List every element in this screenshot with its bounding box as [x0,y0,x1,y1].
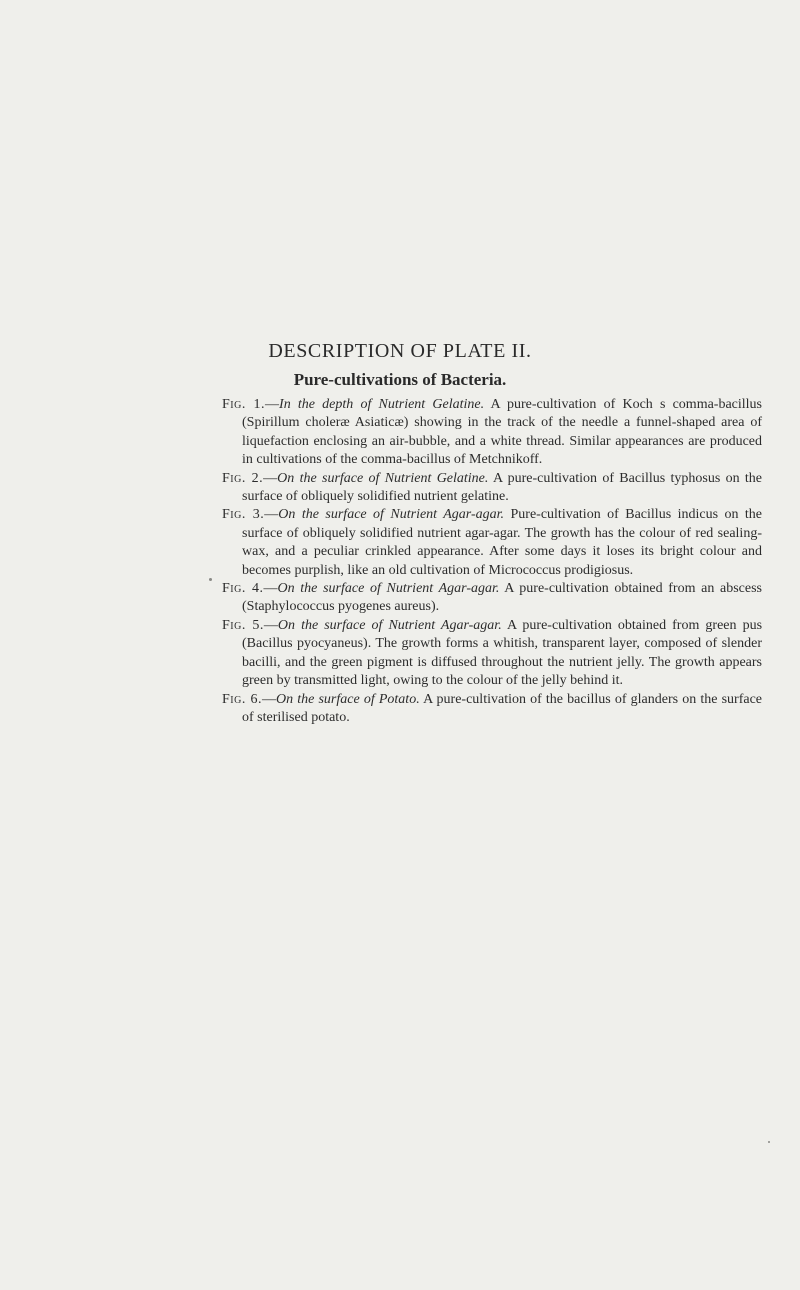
figure-text: A pure-cultivation of the bacillus of glanders on the surface of sterilised potato. [242,691,763,725]
figure-description-4 [222,580,762,617]
figure-dash: — [261,691,276,707]
figure-dash: — [264,507,279,523]
figure-title: On the surface of Potato. [275,691,420,707]
figure-title: On the surface of Nutrient Agar-agar. [277,617,502,633]
figure-text: A pure-cultivation obtained from an abscess (Staphylococcus pyogenes aureus). [242,581,763,615]
figure-label: Fig. 5. [222,617,264,633]
figure-description-5 [222,617,762,691]
figure-text: Pure-cultivation of Bacillus indicus on the surface of obliquely solidified nutrient agar-agar. The growth has the colour of red sealing-wax, and a peculiar crinkled appearance. After some days it loses its bright colour and becomes purplish, like an old cultivation of Micrococcus prodigiosus. [242,507,763,578]
figure-dash: — [263,617,278,633]
figure-descriptions [222,396,762,727]
figure-label: Fig. 4. [222,581,264,597]
figure-dash: — [263,581,278,597]
paper-speck [768,1141,770,1143]
figure-label: Fig. 3. [222,507,265,523]
figure-title: On the surface of Nutrient Agar-agar. [278,507,505,523]
figure-title: On the surface of Nutrient Gelatine. [277,470,489,486]
figure-text: A pure-cultivation obtained from green pus (Bacillus pyocyaneus). The growth forms a whitish, transparent layer, composed of slender bacilli, and the green pigment is diffused throughout the nutrient jelly. The growth appears green by transmitted light, owing to the colour of the jelly behind it. [242,617,763,689]
figure-label: Fig. 2. [222,470,264,486]
figure-text: A pure-cultivation of Koch s comma-bacillus (Spirillum choleræ Asiaticæ) showing in the track of the needle a funnel-shaped area of liquefaction enclosing an air-bubble, and a white thread. Similar appearances are produced in cultivations of the comma-bacillus of Metchnikoff. [242,397,763,468]
plate-heading: DESCRIPTION OF PLATE II. [268,340,532,362]
figure-dash: — [263,470,278,486]
paper-speck [209,578,212,581]
figure-title: In the depth of Nutrient Gelatine. [279,397,485,412]
figure-label: Fig. 1. [222,397,266,412]
figure-text: A pure-cultivation of Bacillus typhosus on the surface of obliquely solidified nutrient gelatine. [242,470,763,505]
figure-title: On the surface of Nutrient Agar-agar. [277,581,500,597]
figure-dash: — [265,397,280,412]
figure-description-1 [222,396,762,470]
figure-description-2 [222,470,762,507]
plate-subheading: Pure-cultivations of Bacteria. [293,370,507,389]
figure-description-6 [222,691,762,728]
figure-description-3 [222,506,762,580]
figure-label: Fig. 6. [222,691,262,707]
